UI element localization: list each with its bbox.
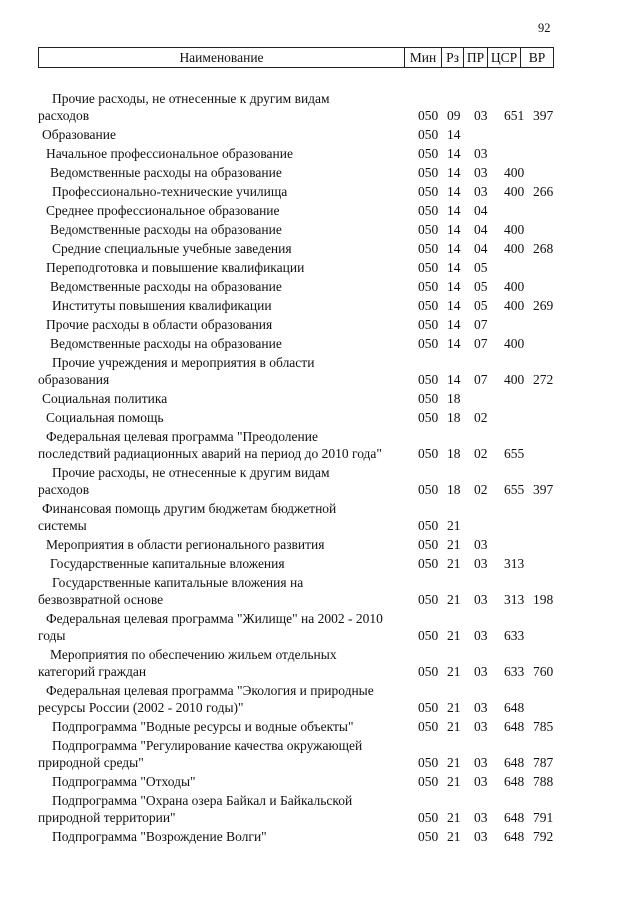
- code-pr: 03: [474, 108, 488, 123]
- code-min: 050: [418, 829, 439, 844]
- code-min: 050: [418, 719, 439, 734]
- code-vr: 272: [533, 372, 554, 387]
- row-name-line2: безвозвратной основе: [38, 592, 164, 607]
- row-codes: [0, 164, 640, 181]
- code-min: 050: [418, 317, 439, 332]
- code-pr: 03: [474, 829, 488, 844]
- row-name-line1: Институты повышения квалификации: [52, 298, 272, 313]
- code-min: 050: [418, 108, 439, 123]
- code-rz: 21: [447, 556, 461, 571]
- code-min: 050: [418, 810, 439, 825]
- code-csr: 655: [504, 482, 525, 497]
- row-codes: [0, 409, 640, 426]
- table-row: [0, 555, 640, 572]
- code-rz: 21: [447, 628, 461, 643]
- row-codes: [0, 555, 640, 572]
- table-row: [0, 500, 640, 534]
- code-rz: 14: [447, 279, 461, 294]
- code-min: 050: [418, 592, 439, 607]
- code-pr: 04: [474, 222, 488, 237]
- code-csr: 400: [504, 279, 525, 294]
- row-name-line1: Подпрограмма "Охрана озера Байкал и Байкальской: [52, 793, 353, 808]
- row-name-line1: Мероприятия по обеспечению жильем отдельных: [50, 647, 337, 662]
- row-name-line1: Социальная политика: [42, 391, 168, 406]
- row-codes: [0, 773, 640, 790]
- row-name-line1: Ведомственные расходы на образование: [50, 336, 282, 351]
- row-codes: [0, 627, 640, 644]
- code-rz: 14: [447, 241, 461, 256]
- code-pr: 03: [474, 165, 488, 180]
- code-pr: 03: [474, 146, 488, 161]
- row-name-line1: Государственные капитальные вложения: [50, 556, 285, 571]
- code-rz: 14: [447, 298, 461, 313]
- table-row: [0, 792, 640, 826]
- row-name-line1: Средние специальные учебные заведения: [52, 241, 292, 256]
- row-codes: [0, 183, 640, 200]
- code-csr: 633: [504, 628, 525, 643]
- table-row: [0, 390, 640, 407]
- code-pr: 07: [474, 336, 488, 351]
- table-row: [0, 202, 640, 219]
- code-rz: 21: [447, 537, 461, 552]
- row-name-line2: расходов: [38, 482, 90, 497]
- row-codes: [0, 240, 640, 257]
- code-min: 050: [418, 628, 439, 643]
- row-name-line1: Образование: [42, 127, 116, 142]
- code-min: 050: [418, 518, 439, 533]
- table-row: [0, 574, 640, 608]
- code-csr: 655: [504, 446, 525, 461]
- code-rz: 18: [447, 446, 461, 461]
- header-rz: Рз: [442, 48, 464, 67]
- row-codes: [0, 221, 640, 238]
- code-min: 050: [418, 482, 439, 497]
- code-min: 050: [418, 391, 439, 406]
- code-rz: 14: [447, 372, 461, 387]
- code-pr: 03: [474, 556, 488, 571]
- code-pr: 03: [474, 755, 488, 770]
- row-name-line1: Федеральная целевая программа "Преодоление: [46, 429, 318, 444]
- code-rz: 21: [447, 518, 461, 533]
- row-codes: [0, 390, 640, 407]
- row-codes: [0, 699, 640, 716]
- code-pr: 03: [474, 628, 488, 643]
- table-row: [0, 718, 640, 735]
- table-row: [0, 354, 640, 388]
- code-pr: 05: [474, 260, 488, 275]
- row-name-line1: Федеральная целевая программа "Экология и природные: [46, 683, 374, 698]
- code-pr: 03: [474, 810, 488, 825]
- code-rz: 18: [447, 391, 461, 406]
- code-csr: 648: [504, 719, 525, 734]
- code-pr: 05: [474, 298, 488, 313]
- code-rz: 14: [447, 203, 461, 218]
- code-vr: 266: [533, 184, 554, 199]
- row-name-line2: последствий радиационных аварий на период до 2010 года": [38, 446, 382, 461]
- code-pr: 03: [474, 184, 488, 199]
- code-rz: 18: [447, 410, 461, 425]
- row-name-line1: Начальное профессиональное образование: [46, 146, 293, 161]
- row-name-line1: Подпрограмма "Регулирование качества окружающей: [52, 738, 363, 753]
- row-name-line1: Переподготовка и повышение квалификации: [46, 260, 305, 275]
- table-row: [0, 828, 640, 845]
- code-min: 050: [418, 372, 439, 387]
- table-row: [0, 316, 640, 333]
- row-name-line2: расходов: [38, 108, 90, 123]
- code-rz: 14: [447, 127, 461, 142]
- row-codes: [0, 297, 640, 314]
- row-name-line2: образования: [38, 372, 110, 387]
- row-codes: [0, 126, 640, 143]
- code-pr: 03: [474, 719, 488, 734]
- header-name: Наименование: [39, 48, 405, 67]
- code-rz: 21: [447, 664, 461, 679]
- row-name-line2: ресурсы России (2002 - 2010 годы)": [38, 700, 244, 715]
- code-csr: 400: [504, 372, 525, 387]
- code-rz: 21: [447, 700, 461, 715]
- code-rz: 21: [447, 755, 461, 770]
- table-row: [0, 409, 640, 426]
- table-row: [0, 682, 640, 716]
- code-pr: 03: [474, 537, 488, 552]
- row-name-line1: Прочие расходы, не отнесенные к другим видам: [52, 465, 330, 480]
- table-row: [0, 240, 640, 257]
- code-rz: 21: [447, 810, 461, 825]
- table-header: [38, 47, 554, 68]
- code-vr: 791: [533, 810, 554, 825]
- code-rz: 09: [447, 108, 461, 123]
- row-codes: [0, 145, 640, 162]
- row-codes: [0, 371, 640, 388]
- code-csr: 648: [504, 755, 525, 770]
- code-min: 050: [418, 664, 439, 679]
- code-pr: 04: [474, 203, 488, 218]
- code-pr: 03: [474, 774, 488, 789]
- row-name-line1: Профессионально-технические училища: [52, 184, 288, 199]
- code-min: 050: [418, 755, 439, 770]
- row-codes: [0, 278, 640, 295]
- table-row: [0, 278, 640, 295]
- row-name-line1: Ведомственные расходы на образование: [50, 279, 282, 294]
- table-row: [0, 773, 640, 790]
- code-min: 050: [418, 260, 439, 275]
- code-vr: 397: [533, 108, 554, 123]
- code-csr: 400: [504, 298, 525, 313]
- row-codes: [0, 718, 640, 735]
- code-min: 050: [418, 146, 439, 161]
- code-min: 050: [418, 222, 439, 237]
- code-csr: 400: [504, 241, 525, 256]
- code-csr: 648: [504, 829, 525, 844]
- table-row: [0, 646, 640, 680]
- row-codes: [0, 517, 640, 534]
- code-rz: 14: [447, 317, 461, 332]
- table-row: [0, 183, 640, 200]
- code-rz: 14: [447, 146, 461, 161]
- code-csr: 648: [504, 810, 525, 825]
- code-csr: 400: [504, 222, 525, 237]
- code-csr: 633: [504, 664, 525, 679]
- code-pr: 07: [474, 372, 488, 387]
- code-min: 050: [418, 184, 439, 199]
- code-rz: 21: [447, 774, 461, 789]
- code-vr: 198: [533, 592, 554, 607]
- row-codes: [0, 591, 640, 608]
- code-rz: 14: [447, 222, 461, 237]
- code-vr: 268: [533, 241, 554, 256]
- code-csr: 313: [504, 556, 525, 571]
- row-codes: [0, 259, 640, 276]
- table-row: [0, 536, 640, 553]
- code-csr: 648: [504, 774, 525, 789]
- code-min: 050: [418, 556, 439, 571]
- row-name-line1: Ведомственные расходы на образование: [50, 165, 282, 180]
- code-rz: 14: [447, 336, 461, 351]
- row-codes: [0, 754, 640, 771]
- code-rz: 14: [447, 260, 461, 275]
- row-name-line1: Федеральная целевая программа "Жилище" на 2002 - 2010: [46, 611, 383, 626]
- code-rz: 14: [447, 165, 461, 180]
- code-vr: 760: [533, 664, 554, 679]
- row-codes: [0, 536, 640, 553]
- code-min: 050: [418, 165, 439, 180]
- code-csr: 400: [504, 184, 525, 199]
- code-pr: 03: [474, 664, 488, 679]
- header-vr: ВР: [528, 49, 546, 65]
- row-codes: [0, 828, 640, 845]
- code-vr: 792: [533, 829, 554, 844]
- code-vr: 397: [533, 482, 554, 497]
- table-row: [0, 259, 640, 276]
- code-min: 050: [418, 127, 439, 142]
- row-name-line1: Среднее профессиональное образование: [46, 203, 280, 218]
- row-codes: [0, 107, 640, 124]
- table-row: [0, 145, 640, 162]
- code-vr: 269: [533, 298, 554, 313]
- code-min: 050: [418, 298, 439, 313]
- code-pr: 05: [474, 279, 488, 294]
- code-min: 050: [418, 279, 439, 294]
- code-csr: 651: [504, 108, 525, 123]
- page-number: 92: [538, 21, 551, 35]
- header-min: Мин: [405, 48, 442, 67]
- row-codes: [0, 445, 640, 462]
- code-pr: 03: [474, 592, 488, 607]
- row-codes: [0, 481, 640, 498]
- row-name-line1: Подпрограмма "Водные ресурсы и водные объекты": [52, 719, 354, 734]
- code-pr: 04: [474, 241, 488, 256]
- code-min: 050: [418, 241, 439, 256]
- header-csr: ЦСР: [488, 48, 521, 67]
- code-min: 050: [418, 203, 439, 218]
- code-pr: 07: [474, 317, 488, 332]
- code-min: 050: [418, 700, 439, 715]
- row-codes: [0, 663, 640, 680]
- code-vr: 788: [533, 774, 554, 789]
- table-row: [0, 164, 640, 181]
- row-name-line1: Подпрограмма "Возрождение Волги": [52, 829, 267, 844]
- code-rz: 21: [447, 829, 461, 844]
- row-name-line1: Подпрограмма "Отходы": [52, 774, 196, 789]
- code-pr: 02: [474, 446, 488, 461]
- row-name-line2: категорий граждан: [38, 664, 147, 679]
- row-codes: [0, 316, 640, 333]
- code-min: 050: [418, 336, 439, 351]
- row-name-line1: Государственные капитальные вложения на: [52, 575, 304, 590]
- table-row: [0, 737, 640, 771]
- row-name-line2: природной среды": [38, 755, 144, 770]
- code-csr: 400: [504, 336, 525, 351]
- table-row: [0, 221, 640, 238]
- row-codes: [0, 202, 640, 219]
- code-min: 050: [418, 410, 439, 425]
- row-name-line2: природной территории": [38, 810, 176, 825]
- table-row: [0, 335, 640, 352]
- code-rz: 18: [447, 482, 461, 497]
- table-body: [0, 90, 640, 845]
- code-rz: 21: [447, 719, 461, 734]
- code-rz: 14: [447, 184, 461, 199]
- row-name-line1: Прочие расходы, не отнесенные к другим видам: [52, 91, 330, 106]
- row-name-line1: Ведомственные расходы на образование: [50, 222, 282, 237]
- code-rz: 21: [447, 592, 461, 607]
- table-row: [0, 464, 640, 498]
- code-pr: 03: [474, 700, 488, 715]
- code-min: 050: [418, 774, 439, 789]
- code-min: 050: [418, 537, 439, 552]
- table-row: [0, 126, 640, 143]
- row-name-line1: Прочие учреждения и мероприятия в области: [52, 355, 315, 370]
- table-row: [0, 428, 640, 462]
- row-name-line2: системы: [38, 518, 87, 533]
- code-min: 050: [418, 446, 439, 461]
- code-csr: 648: [504, 700, 525, 715]
- row-name-line1: Социальная помощь: [46, 410, 164, 425]
- row-name-line1: Финансовая помощь другим бюджетам бюджетной: [42, 501, 337, 516]
- row-name-line2: годы: [38, 628, 66, 643]
- code-csr: 313: [504, 592, 525, 607]
- code-pr: 02: [474, 410, 488, 425]
- row-name-line1: Прочие расходы в области образования: [46, 317, 273, 332]
- code-vr: 785: [533, 719, 554, 734]
- header-pr: ПР: [464, 48, 488, 67]
- table-row: [0, 297, 640, 314]
- table-row: [0, 90, 640, 124]
- table-row: [0, 610, 640, 644]
- code-csr: 400: [504, 165, 525, 180]
- row-codes: [0, 809, 640, 826]
- code-vr: 787: [533, 755, 554, 770]
- row-name-line1: Мероприятия в области регионального развития: [46, 537, 325, 552]
- row-codes: [0, 335, 640, 352]
- code-pr: 02: [474, 482, 488, 497]
